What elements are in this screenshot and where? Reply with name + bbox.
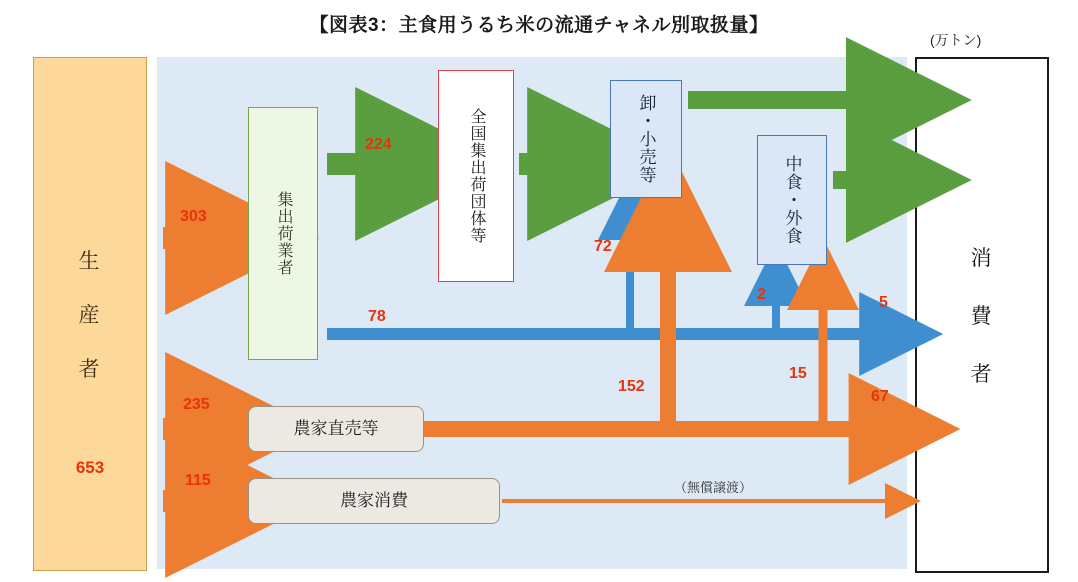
value-chokubai-to-consumer: 67: [871, 388, 889, 405]
producer-total-value: 653: [75, 458, 105, 477]
node-oroshi-label: 卸・小売等: [636, 94, 656, 184]
value-blue-to-chushoku: 2: [757, 286, 766, 303]
value-producer-to-shukka: 303: [180, 208, 207, 225]
value-blue-to-consumer: 5: [879, 294, 888, 311]
node-zenkoku-label: 全国集出荷団体等: [467, 108, 485, 244]
node-zenkoku-shukka-dantai: [438, 70, 514, 282]
node-shukka-gyosha: [248, 107, 318, 360]
value-orange-to-oroshi: 152: [618, 378, 645, 395]
node-chushoku-label: 中食・外食: [782, 155, 802, 245]
producer-label-char-3: 者: [78, 358, 102, 381]
value-producer-to-shouhi: 115: [185, 472, 211, 489]
page-title: 【図表3：主食用うるち米の流通チャネル別取扱量】: [309, 15, 769, 36]
producer-label-char-2: 産: [78, 304, 102, 327]
unit-note: (万トン): [930, 32, 982, 48]
node-nouka-chokubai: [248, 406, 424, 452]
value-producer-to-chokubai: 235: [183, 396, 210, 413]
node-shouhi-label: 農家消費: [340, 491, 408, 511]
node-chokubai-label: 農家直売等: [293, 419, 379, 439]
consumer-label-char-2: 費: [970, 305, 994, 328]
value-shukka-to-zenkoku: 224: [365, 136, 392, 153]
value-blue-to-oroshi: 72: [594, 238, 612, 255]
node-shukka-label: 集出荷業者: [274, 191, 292, 276]
consumer-label-char-3: 者: [970, 363, 994, 386]
node-chushoku-gaishoku: [757, 135, 827, 265]
value-producer-direct: 78: [368, 308, 386, 325]
node-nouka-shouhi: [248, 478, 500, 524]
value-orange-to-chushoku: 15: [789, 365, 807, 382]
consumer-label-char-1: 消: [970, 247, 994, 270]
producer-label-char-1: 生: [78, 250, 102, 273]
annotation-free-transfer: （無償譲渡）: [674, 480, 753, 495]
node-oroshi-kouri: [610, 80, 682, 198]
